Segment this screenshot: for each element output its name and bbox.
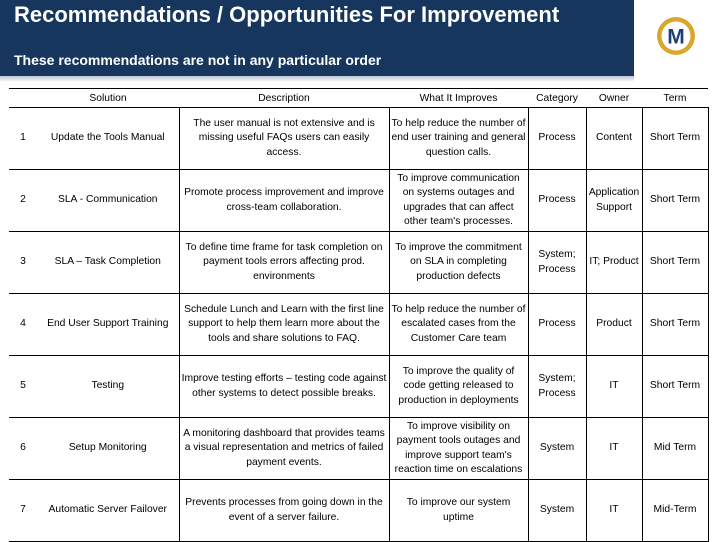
row-number: 5 (9, 356, 37, 418)
header-bar (0, 0, 634, 76)
description-cell: Prevents processes from going down in the event of a server failure. (179, 480, 389, 542)
improves-cell: To improve communication on systems outages and upgrades that can affect other team's processes. (389, 170, 528, 232)
term-cell: Short Term (642, 356, 708, 418)
improves-cell: To help reduce the number of end user training and general question calls. (389, 108, 528, 170)
description-cell: The user manual is not extensive and is missing useful FAQs users can easily access. (179, 108, 389, 170)
category-cell: Process (528, 170, 586, 232)
row-number: 7 (9, 480, 37, 542)
owner-cell: IT (586, 418, 642, 480)
category-cell: Process (528, 108, 586, 170)
table-row (9, 294, 708, 356)
description-cell: Promote process improvement and improve cross-team collaboration. (179, 170, 389, 232)
recommendations-table (9, 88, 709, 542)
column-header-solution: Solution (37, 89, 179, 108)
solution-cell: SLA - Communication (37, 170, 179, 232)
page-subtitle: These recommendations are not in any particular order (14, 52, 382, 68)
table-row (9, 480, 708, 542)
category-cell: Process (528, 294, 586, 356)
table-header-row (9, 89, 708, 108)
term-cell: Short Term (642, 294, 708, 356)
description-cell: To define time frame for task completion on payment tools errors affecting prod. environments (179, 232, 389, 294)
improves-cell: To improve our system uptime (389, 480, 528, 542)
header-underline (0, 76, 634, 82)
column-header-term: Term (642, 89, 708, 108)
owner-cell: Application Support (586, 170, 642, 232)
category-cell: System; Process (528, 232, 586, 294)
page-title: Recommendations / Opportunities For Improvement (14, 2, 560, 27)
description-cell: Schedule Lunch and Learn with the first line support to help them learn more about the tools and share solutions to FAQ. (179, 294, 389, 356)
solution-cell: SLA – Task Completion (37, 232, 179, 294)
term-cell: Short Term (642, 170, 708, 232)
description-cell: Improve testing efforts – testing code against other systems to detect possible breaks. (179, 356, 389, 418)
owner-cell: IT (586, 356, 642, 418)
description-cell: A monitoring dashboard that provides teams a visual representation and metrics of failed payment events. (179, 418, 389, 480)
column-header-owner: Owner (586, 89, 642, 108)
improves-cell: To improve visibility on payment tools outages and improve support team's reaction time on escalations (389, 418, 528, 480)
logo-letter: M (667, 25, 685, 49)
column-header-number (9, 89, 37, 108)
row-number: 3 (9, 232, 37, 294)
owner-cell: Content (586, 108, 642, 170)
row-number: 6 (9, 418, 37, 480)
category-cell: System; Process (528, 356, 586, 418)
term-cell: Mid Term (642, 418, 708, 480)
category-cell: System (528, 480, 586, 542)
term-cell: Short Term (642, 232, 708, 294)
table-row (9, 108, 708, 170)
solution-cell: Update the Tools Manual (37, 108, 179, 170)
row-number: 4 (9, 294, 37, 356)
company-logo (656, 16, 696, 56)
table-row (9, 356, 708, 418)
owner-cell: Product (586, 294, 642, 356)
row-number: 1 (9, 108, 37, 170)
solution-cell: Automatic Server Failover (37, 480, 179, 542)
improves-cell: To improve the commitment on SLA in completing production defects (389, 232, 528, 294)
owner-cell: IT (586, 480, 642, 542)
column-header-description: Description (179, 89, 389, 108)
term-cell: Short Term (642, 108, 708, 170)
column-header-category: Category (528, 89, 586, 108)
term-cell: Mid-Term (642, 480, 708, 542)
table-row (9, 170, 708, 232)
row-number: 2 (9, 170, 37, 232)
solution-cell: End User Support Training (37, 294, 179, 356)
owner-cell: IT; Product (586, 232, 642, 294)
improves-cell: To help reduce the number of escalated cases from the Customer Care team (389, 294, 528, 356)
improves-cell: To improve the quality of code getting released to production in deployments (389, 356, 528, 418)
solution-cell: Setup Monitoring (37, 418, 179, 480)
category-cell: System (528, 418, 586, 480)
column-header-improves: What It Improves (389, 89, 528, 108)
solution-cell: Testing (37, 356, 179, 418)
table-row (9, 418, 708, 480)
table-row (9, 232, 708, 294)
